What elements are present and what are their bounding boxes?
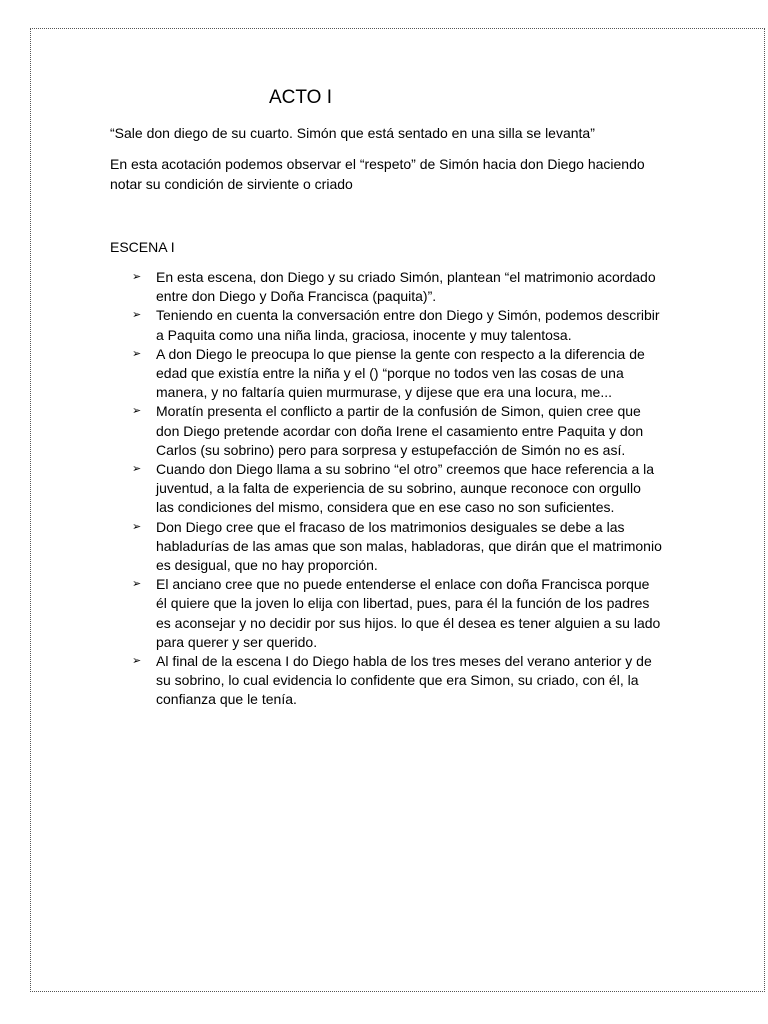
arrow-bullet-icon: ➢ [132, 271, 142, 283]
list-item [132, 402, 662, 460]
list-item-text: Don Diego cree que el fracaso de los matrimonios desiguales se debe a las habladurías de las amas que son malas, habladoras, que dirán que el matrimonio es desigual, que no hay proporción. [156, 518, 662, 574]
list-item [132, 575, 662, 652]
bullet-list [132, 268, 662, 710]
section-heading: ESCENA I [110, 239, 175, 255]
list-item [132, 306, 662, 344]
arrow-bullet-icon: ➢ [132, 578, 142, 591]
stage-direction-quote: “Sale don diego de su cuarto. Simón que está sentado en una silla se levanta” [110, 125, 595, 141]
list-item-text: Teniendo en cuenta la conversación entre don Diego y Simón, podemos describir a Paquita como una niña linda, graciosa, inocente y muy talentosa. [156, 307, 660, 343]
list-item [132, 518, 662, 576]
document-title: ACTO I [269, 87, 332, 108]
arrow-bullet-icon: ➢ [132, 309, 142, 322]
list-item-text: En esta escena, don Diego y su criado Simón, plantean “el matrimonio acordado entre don Diego y Doña Francisca (paquita)”. [156, 269, 656, 305]
arrow-bullet-icon: ➢ [132, 463, 142, 476]
list-item-text: A don Diego le preocupa lo que piense la gente con respecto a la diferencia de edad que existía entre la niña y el () “porque no todos ven las cosas de una manera, y no faltaría quien murmurase, y dijese que era una locura, me... [156, 345, 645, 401]
list-item [132, 652, 662, 710]
arrow-bullet-icon: ➢ [132, 347, 142, 360]
list-item [132, 268, 662, 306]
list-item-text: Moratín presenta el conflicto a partir de la confusión de Simon, quien cree que don Diego pretende acordar con doña Irene el casamiento entre Paquita y don Carlos (su sobrino) pero para sorpresa y estupefacción de Simón no es así. [156, 403, 644, 458]
list-item-text: Al final de la escena I do Diego habla de los tres meses del verano anterior y de su sobrino, lo cual evidencia lo confidente que era Simon, su criado, con él, la confianza que le tenía. [156, 653, 652, 708]
observation-paragraph: En esta acotación podemos observar el “respeto” de Simón hacia don Diego haciendo notar su condición de sirviente o criado [110, 156, 645, 192]
arrow-bullet-icon: ➢ [132, 655, 142, 668]
list-item [132, 345, 662, 403]
arrow-bullet-icon: ➢ [132, 520, 142, 533]
list-item [132, 460, 662, 518]
arrow-bullet-icon: ➢ [132, 405, 142, 418]
list-item-text: El anciano cree que no puede entenderse el enlace con doña Francisca porque él quiere que la joven lo elija con libertad, pues, para él la función de los padres es aconsejar y no decidir por sus hijos. lo que él desea es tener alguien a su lado para querer y ser querido. [156, 576, 661, 650]
list-item-text: Cuando don Diego llama a su sobrino “el otro” creemos que hace referencia a la juventud, a la falta de experiencia de su sobrino, aunque reconoce con orgullo las condiciones del mismo, considera que en ese caso no son suficientes. [156, 461, 655, 516]
